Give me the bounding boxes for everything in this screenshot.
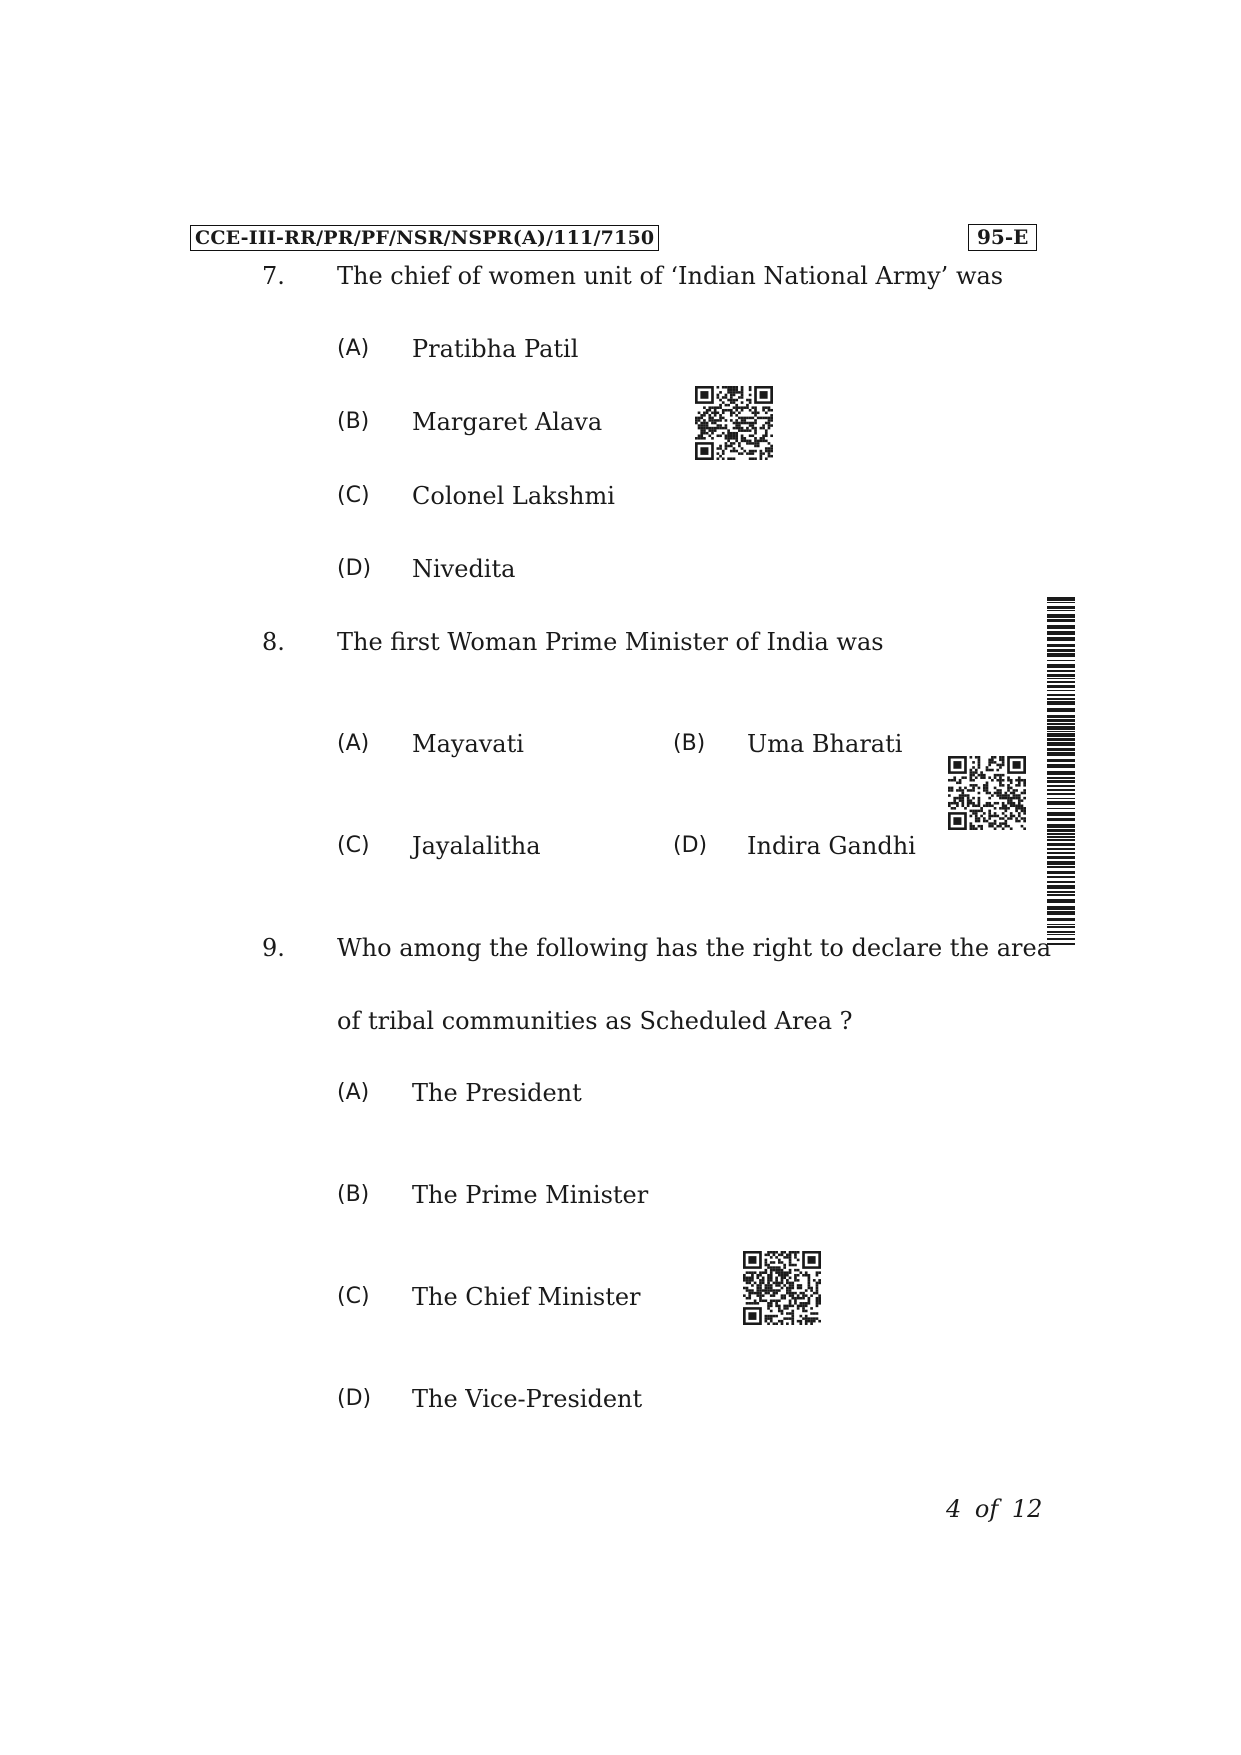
option-label: (A): [337, 336, 370, 361]
qr-code-icon: [695, 386, 773, 460]
option-label: (C): [337, 833, 370, 858]
set-code: 95-E: [968, 224, 1037, 251]
question-number: 7.: [262, 262, 285, 290]
option-label: (B): [337, 1182, 370, 1207]
option-label: (B): [673, 731, 706, 756]
barcode-icon: [1047, 597, 1075, 945]
option-text: The Vice-President: [412, 1385, 643, 1413]
option-text: Pratibha Patil: [412, 335, 579, 363]
option-text: Mayavati: [412, 730, 524, 758]
option-label: (D): [673, 833, 708, 858]
option-text: Indira Gandhi: [747, 832, 916, 860]
question-number: 9.: [262, 934, 285, 962]
option-text: Nivedita: [412, 555, 516, 583]
question-text: Who among the following has the right to declare the area: [337, 934, 1052, 962]
question-number: 8.: [262, 628, 285, 656]
option-text: Jayalalitha: [412, 832, 541, 860]
option-label: (C): [337, 1284, 370, 1309]
option-label: (A): [337, 1080, 370, 1105]
option-text: Uma Bharati: [747, 730, 903, 758]
option-label: (D): [337, 556, 372, 581]
option-text: The Prime Minister: [412, 1181, 649, 1209]
option-label: (C): [337, 483, 370, 508]
option-text: The Chief Minister: [412, 1283, 641, 1311]
question-text: The chief of women unit of ‘Indian National Army’ was: [337, 262, 1004, 290]
paper-code: CCE-III-RR/PR/PF/NSR/NSPR(A)/111/7150: [190, 225, 659, 251]
option-label: (D): [337, 1386, 372, 1411]
option-text: Colonel Lakshmi: [412, 482, 615, 510]
question-text: of tribal communities as Scheduled Area ?: [337, 1007, 853, 1035]
page-indicator: 4 of 12: [946, 1495, 1043, 1523]
option-text: The President: [412, 1079, 582, 1107]
option-label: (A): [337, 731, 370, 756]
qr-code-icon: [743, 1251, 821, 1325]
option-text: Margaret Alava: [412, 408, 603, 436]
option-label: (B): [337, 409, 370, 434]
qr-code-icon: [948, 756, 1026, 830]
question-text: The first Woman Prime Minister of India was: [337, 628, 884, 656]
